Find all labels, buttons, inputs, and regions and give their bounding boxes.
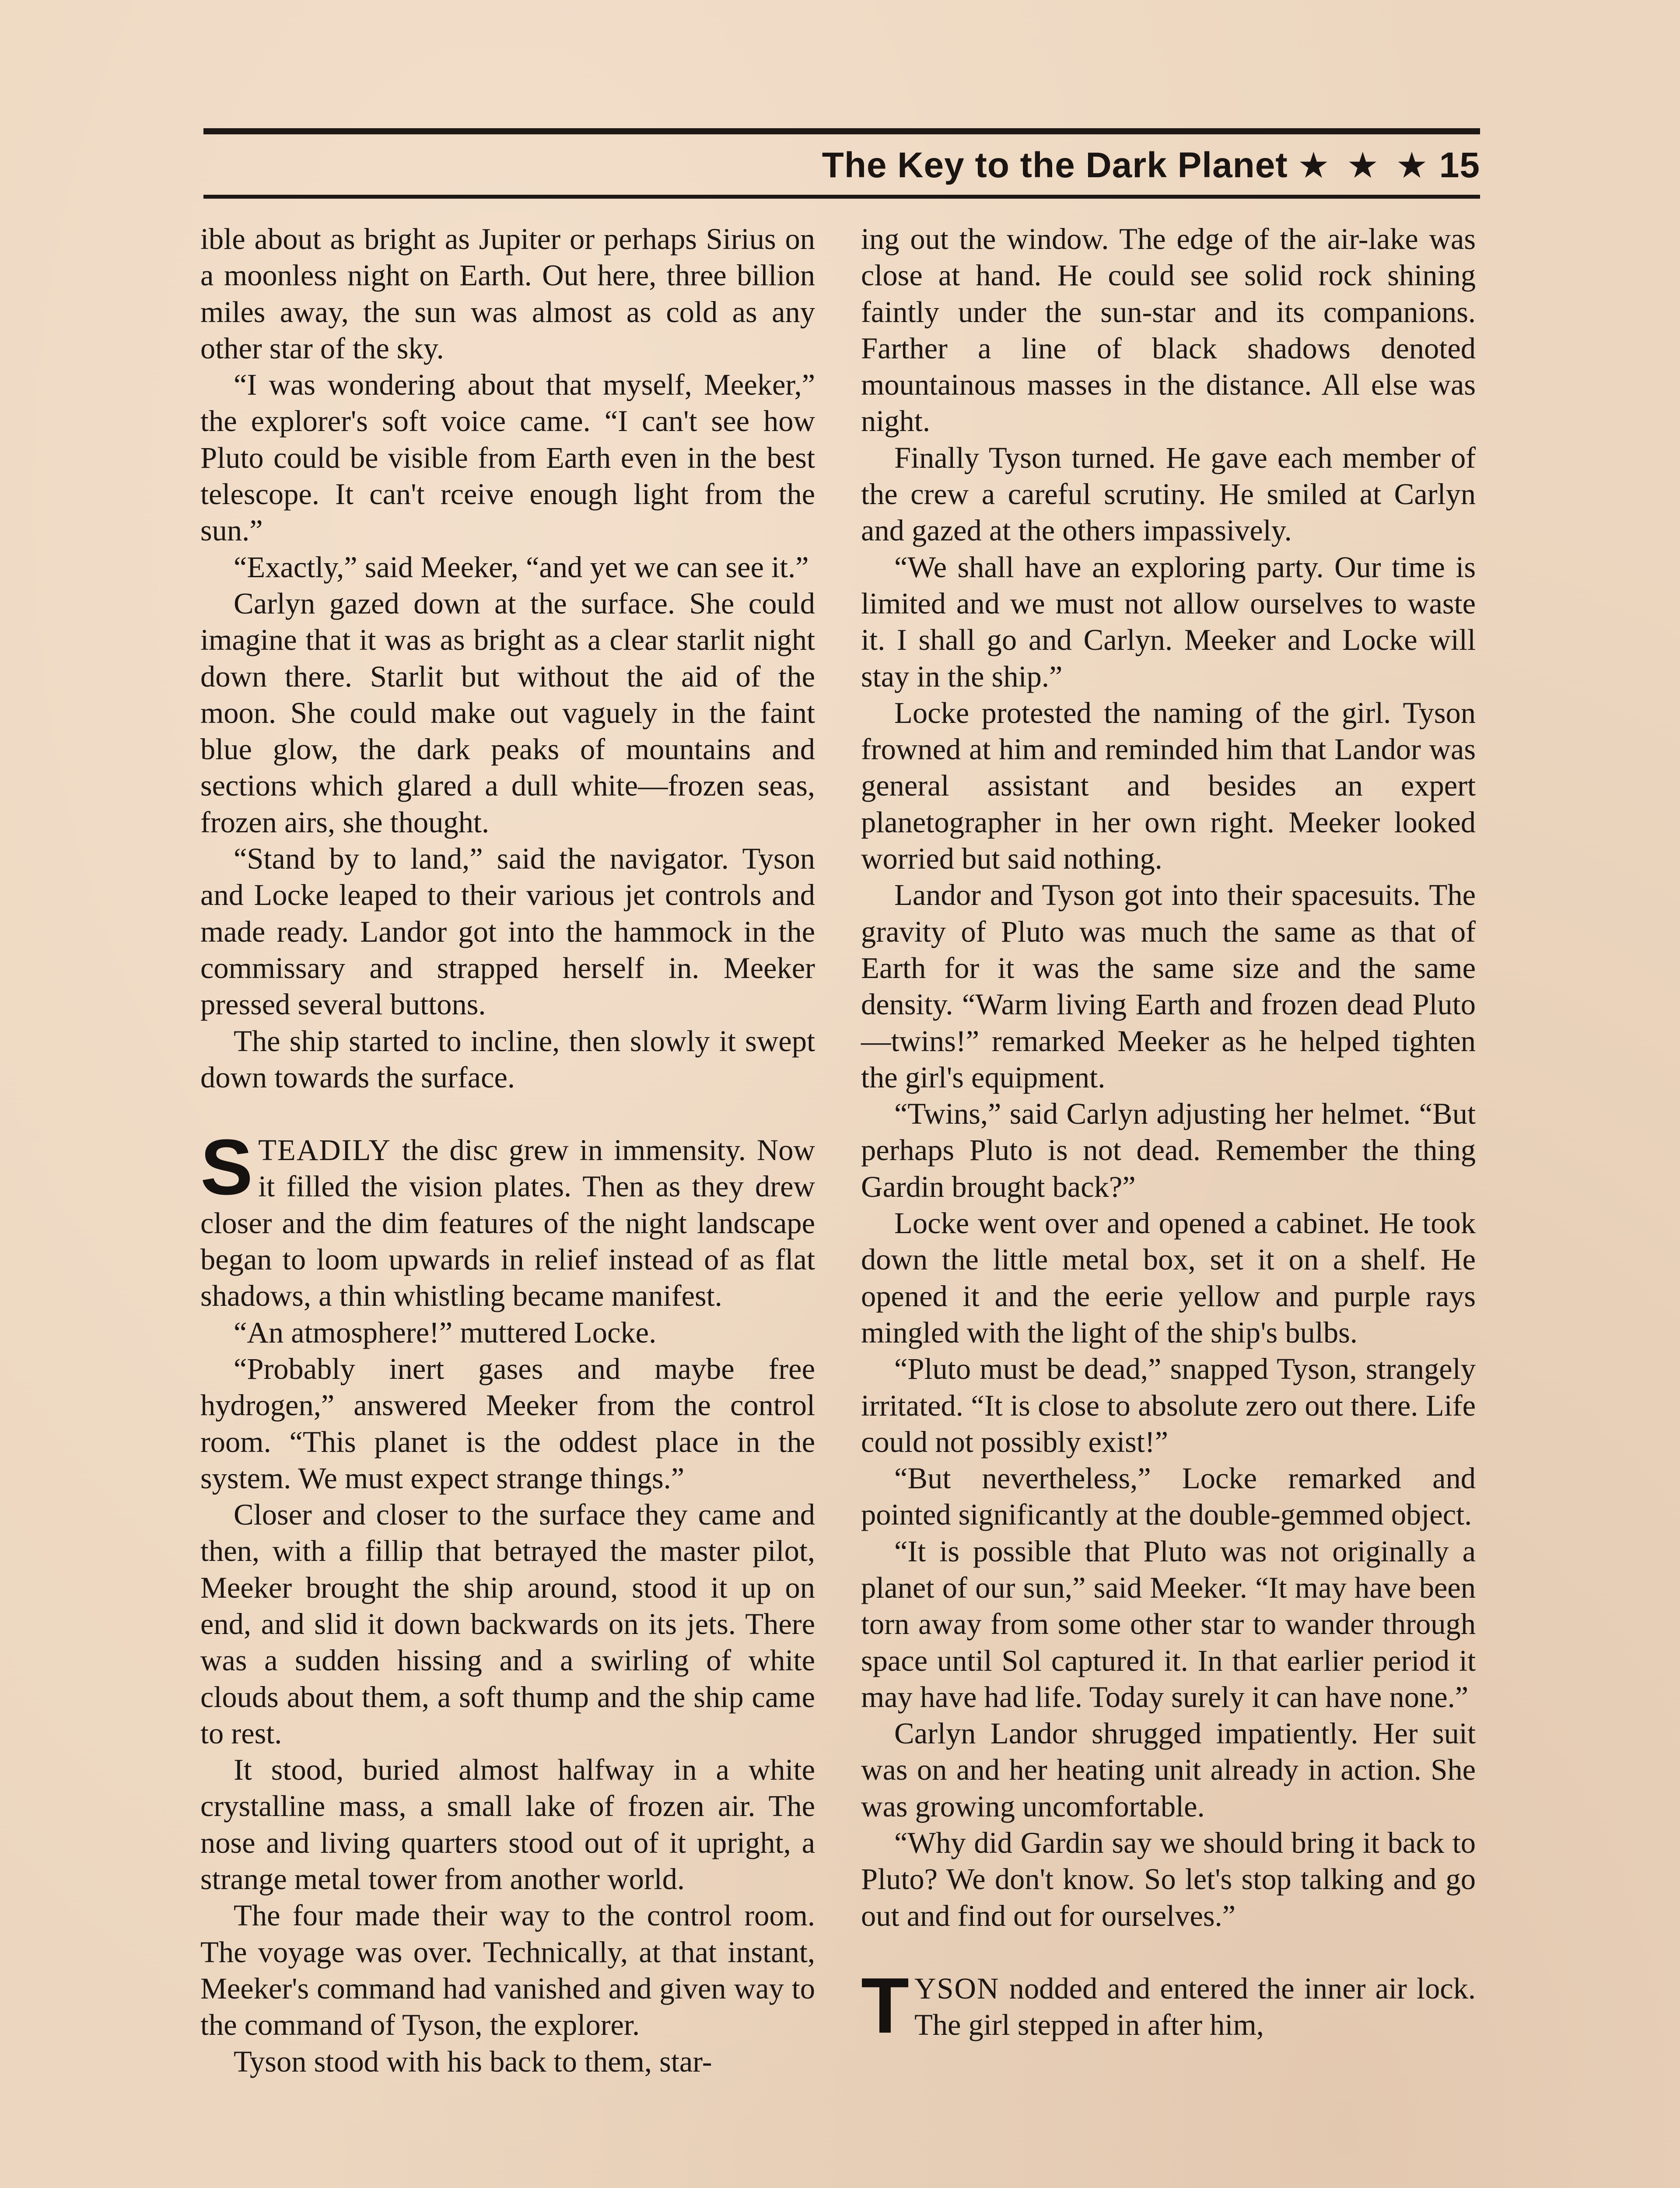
star-ornaments: ★ ★ ★	[1297, 145, 1432, 186]
paragraph: Carlyn gazed down at the surface. She could imagine that it was as bright as a clear starlit night down there. Starlit but without the aid of the moon. She could make out vaguely in the faint blue glow, the dark peaks of mountains and sections which glared a dull white—frozen seas, frozen airs, she thought.	[200, 586, 815, 839]
left-column	[200, 221, 815, 2080]
paragraph: ible about as bright as Jupiter or perhaps Sirius on a moonless night on Earth. Out here, three billion miles away, the sun was almost as cold as any other star of the sky.	[200, 222, 815, 365]
running-header	[203, 139, 1480, 192]
paragraph: Tyson stood with his back to them, star-	[234, 2044, 712, 2078]
paragraph: “Pluto must be dead,” snapped Tyson, strangely irritated. “It is close to absolute zero out there. Life could not possibly exist!”	[861, 1352, 1476, 1459]
section-opening-paragraph	[200, 1123, 815, 1314]
paragraph: Locke protested the naming of the girl. Tyson frowned at him and reminded him that Landor was general assistant and besides an expert planetographer in her own right. Meeker looked worried but said nothing.	[861, 696, 1476, 876]
paragraph: Carlyn Landor shrugged impatiently. Her suit was on and her heating unit already in action. She was growing uncomfortable.	[861, 1717, 1476, 1823]
paragraph: “Why did Gardin say we should bring it back to Pluto? We don't know. So let's stop talking and go out and find out for ourselves.”	[861, 1826, 1476, 1932]
paragraph: ing out the window. The edge of the air-lake was close at hand. He could see solid rock shining faintly under the sun-star and its companions. Farther a line of black shadows denoted mountainous masses in the distance. All else was night.	[861, 222, 1476, 438]
header-rule-bottom	[203, 195, 1480, 199]
paragraph: Landor and Tyson got into their spacesuits. The gravity of Pluto was much the same as that of Earth for it was the same size and the same density. “Warm living Earth and frozen dead Pluto—twins!” remarked Meeker as he helped tighten the girl's equipment.	[861, 878, 1476, 1094]
opening-word: YSON	[914, 1971, 1000, 2005]
paragraph: “Exactly,” said Meeker, “and yet we can see it.”	[234, 550, 809, 584]
paragraph-text: the disc grew in immensity. Now it filled the vision plates. Then as they drew closer and the dim features of the night landscape began to loom upwards in relief instead of as flat shadows, a thin whistling became manifest.	[200, 1133, 815, 1313]
drop-cap: T	[861, 1961, 909, 2050]
paragraph-text: nodded and entered the inner air lock. The girl stepped in after him,	[914, 1971, 1476, 2042]
opening-word: TEADILY	[258, 1133, 391, 1167]
paragraph: The four made their way to the control room. The voyage was over. Technically, at that instant, Meeker's command had vanished and given way to the command of Tyson, the explorer.	[200, 1899, 815, 2042]
section-opening-paragraph	[861, 1961, 1476, 2050]
paragraph: Closer and closer to the surface they came and then, with a fillip that betrayed the master pilot, Meeker brought the ship around, stood it up on end, and slid it down backwards on its jets. There was a sudden hissing and a swirling of white clouds about them, a soft thump and the ship came to rest.	[200, 1498, 815, 1750]
page-number: 15	[1439, 145, 1480, 185]
paragraph: Finally Tyson turned. He gave each member of the crew a careful scrutiny. He smiled at Carlyn and gazed at the others impassively.	[861, 441, 1476, 547]
paragraph: It stood, buried almost halfway in a white crystalline mass, a small lake of frozen air. The nose and living quarters stood out of it upright, a strange metal tower from another world.	[200, 1753, 815, 1896]
story-title: The Key to the Dark Planet	[822, 145, 1288, 185]
paragraph: “I was wondering about that myself, Meeker,” the explorer's soft voice came. “I can't see how Pluto could be visible from Earth even in the best telescope. It can't rceive enough light from the sun.”	[200, 368, 815, 547]
paragraph: “But nevertheless,” Locke remarked and pointed significantly at the double-gemmed object.	[861, 1462, 1476, 1532]
paragraph: Locke went over and opened a cabinet. He took down the little metal box, set it on a shelf. He opened it and the eerie yellow and purple rays mingled with the light of the ship's bulbs.	[861, 1206, 1476, 1349]
drop-cap: S	[200, 1123, 253, 1212]
right-column	[861, 221, 1476, 2050]
header-rule-top	[203, 128, 1480, 134]
paragraph: “Twins,” said Carlyn adjusting her helmet. “But perhaps Pluto is not dead. Remember the thing Gardin brought back?”	[861, 1097, 1476, 1203]
paragraph: “Stand by to land,” said the navigator. Tyson and Locke leaped to their various jet controls and made ready. Landor got into the hammock in the commissary and strapped herself in. Meeker pressed several buttons.	[200, 842, 815, 1021]
paragraph: “An atmosphere!” muttered Locke.	[234, 1315, 657, 1349]
paragraph: “Probably inert gases and maybe free hydrogen,” answered Meeker from the control room. “This planet is the oddest place in the system. We must expect strange things.”	[200, 1352, 815, 1495]
paragraph: “It is possible that Pluto was not originally a planet of our sun,” said Meeker. “It may have been torn away from some other star to wander through space until Sol captured it. In that earlier period it may have had life. Today surely it can have none.”	[861, 1534, 1476, 1714]
paragraph: The ship started to incline, then slowly it swept down towards the surface.	[200, 1024, 815, 1094]
paragraph: “We shall have an exploring party. Our time is limited and we must not allow ourselves to waste it. I shall go and Carlyn. Meeker and Locke will stay in the ship.”	[861, 550, 1476, 693]
